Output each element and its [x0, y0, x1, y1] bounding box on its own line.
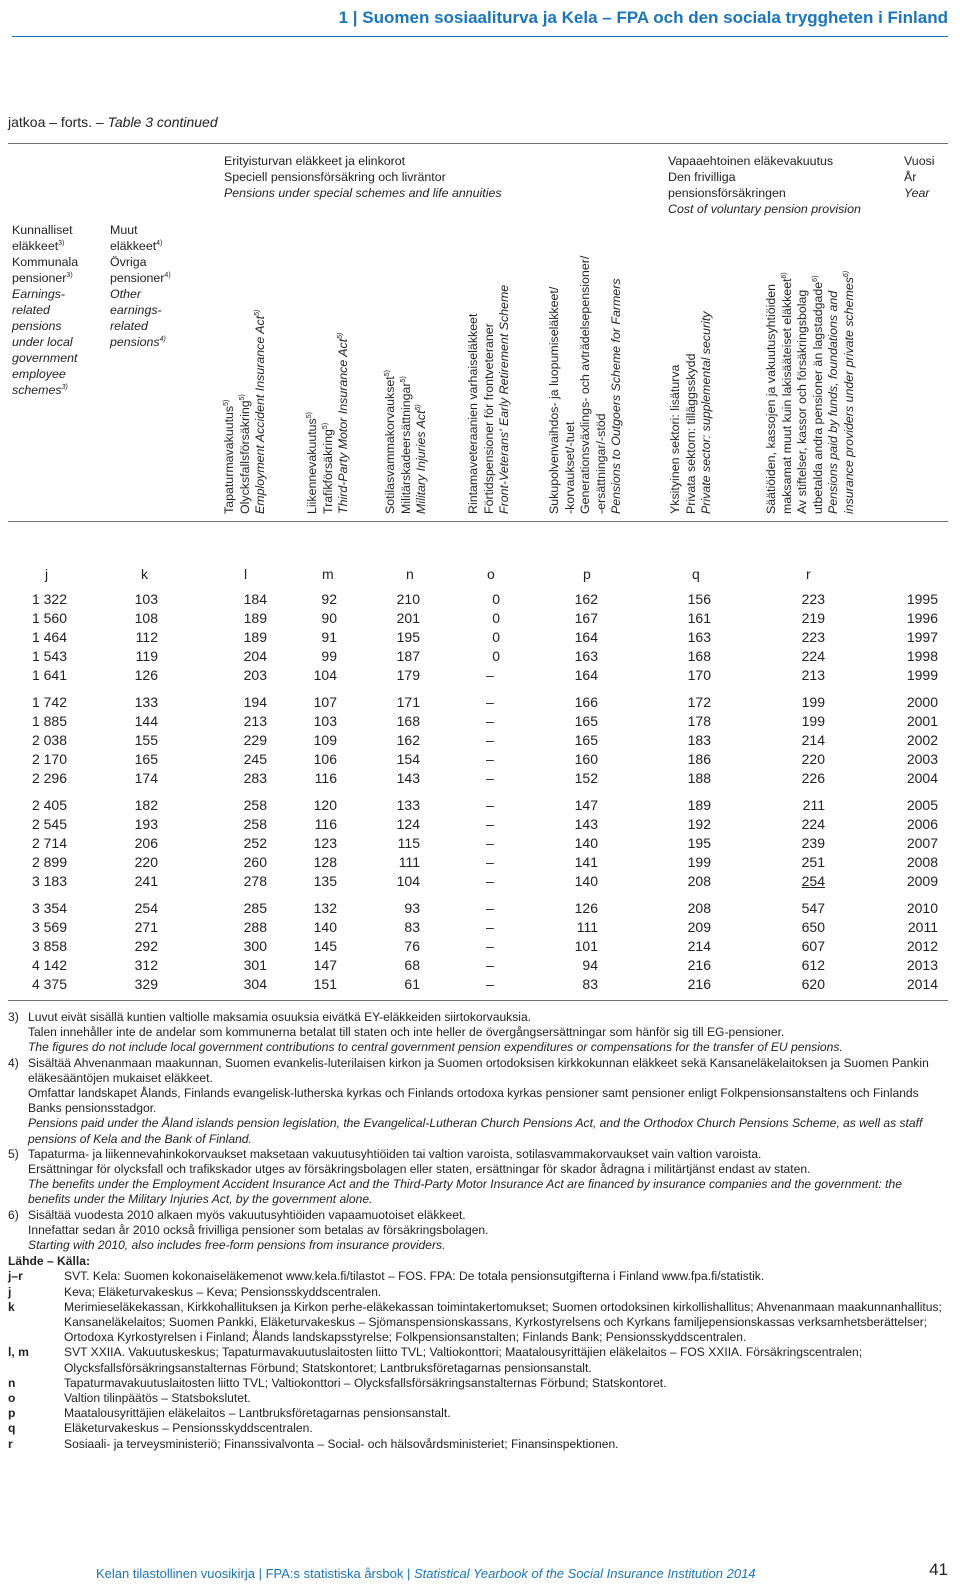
table-cell: 93: [404, 900, 420, 916]
table-cell: 135: [313, 873, 337, 889]
table-cell: –: [486, 732, 494, 748]
footnote: [8, 1208, 946, 1254]
year-cell: 2000: [906, 694, 938, 710]
table-cell: 214: [801, 732, 825, 748]
table-cell: 226: [801, 770, 825, 786]
table-cell: 128: [313, 854, 337, 870]
table-cell: –: [486, 976, 494, 992]
year-cell: 2011: [907, 919, 938, 935]
table-cell: 304: [243, 976, 267, 992]
footnote-text: Tapaturma- ja liikennevahinkokorvaukset maksetaan vakuutusyhtiöiden tai valtion varoista, sotilasvammakorvaukset vain valtion varoista.: [28, 1146, 762, 1161]
table-cell: 123: [313, 835, 337, 851]
table-cell: 179: [396, 667, 420, 683]
table-cell: 2 038: [31, 732, 67, 748]
table-cell: 168: [687, 648, 711, 664]
table-cell: 189: [243, 610, 267, 626]
table-cell: 2 170: [31, 751, 67, 767]
footnote-text: The figures do not include local government contributions to central government pension expenditures or compensations for the transfer of EU pensions.: [28, 1040, 843, 1055]
table-cell: 116: [314, 770, 337, 786]
column-header-l: Tapaturmavakuutus$^{5)}$ Olycksfallsförsäkring$^{5)}$ Employment Accident Insurance Act$^{5)}$: [222, 309, 267, 514]
table-cell: 0: [492, 629, 500, 645]
table-cell: 68: [404, 957, 420, 973]
table-cell: 160: [574, 751, 598, 767]
source-key: p: [8, 1406, 16, 1421]
table-cell: 3 858: [31, 938, 67, 954]
table-cell: 90: [321, 610, 337, 626]
table-cell: 132: [313, 900, 337, 916]
table-cell: 111: [398, 854, 420, 870]
table-cell: 220: [801, 751, 825, 767]
table-cell: 223: [801, 591, 825, 607]
footnote-mark: 4): [8, 1055, 19, 1070]
table-cell: 547: [801, 900, 825, 916]
source-text: Valtion tilinpäätös – Statsbokslutet.: [64, 1391, 251, 1406]
continued-fi-sv: jatkoa – forts. –: [8, 114, 104, 130]
column-header-q: Yksityinen sektori: lisäturva Privata sektorn: tilläggsskydd Private sector: supplemental security: [668, 311, 713, 514]
footnote-mark: 6): [8, 1207, 19, 1222]
table-cell: –: [486, 854, 494, 870]
table-cell: 301: [243, 957, 267, 973]
column-letter: q: [692, 566, 700, 582]
year-cell: 1997: [906, 629, 938, 645]
table-cell: 144: [134, 713, 158, 729]
table-cell: 195: [396, 629, 420, 645]
table-header-rule: [8, 521, 948, 522]
table-cell: 210: [396, 591, 420, 607]
table-cell: 195: [687, 835, 711, 851]
table-cell: 133: [134, 694, 158, 710]
table-cell: 104: [313, 667, 337, 683]
year-cell: 2008: [906, 854, 938, 870]
table-cell: 194: [243, 694, 267, 710]
column-header-m: Liikennevakuutus$^{5)}$ Trafikförsäkring$^{5)}$ Third-Party Motor Insurance Act$^{5)}$: [305, 332, 350, 514]
footnote: [8, 1147, 946, 1208]
footnote-mark: 5): [8, 1146, 19, 1161]
footnote-text: Talen innehåller inte de andelar som kommunerna betalat till staten och inte heller de övergångsersättningar som hänför sig till EG-pensioner.: [28, 1025, 785, 1040]
table-cell: 209: [687, 919, 711, 935]
year-cell: 2010: [906, 900, 938, 916]
table-cell: 124: [396, 816, 420, 832]
table-cell: 143: [396, 770, 420, 786]
column-letter: l: [244, 566, 248, 582]
table-cell: 112: [135, 629, 158, 645]
table-cell: 183: [687, 732, 711, 748]
table-cell: –: [486, 797, 494, 813]
table-cell: 223: [801, 629, 825, 645]
table-top-rule: [8, 143, 948, 144]
table-cell: 171: [396, 694, 420, 710]
table-cell: 155: [134, 732, 158, 748]
column-letter: k: [141, 566, 148, 582]
column-header-j: Kunnalliset eläkkeet$^{3)}$ Kommunala pensioner$^{3)}$ Earnings- related pensions under local government employee schemes$^{3)}$: [12, 223, 79, 397]
source-entry: [8, 1376, 946, 1391]
table-cell: 161: [687, 610, 711, 626]
table-cell: 141: [574, 854, 598, 870]
table-cell: 156: [687, 591, 711, 607]
table-cell: 165: [574, 732, 598, 748]
table-cell: 258: [243, 797, 267, 813]
table-cell: 271: [134, 919, 158, 935]
column-header-o: Rintamaveteraanien varhaiseläkkeet Förtidspensioner för frontveteraner Front-Veterans' Early Retirement Scheme: [466, 284, 511, 514]
table-cell: 203: [243, 667, 267, 683]
table-cell: 174: [134, 770, 158, 786]
table-cell: 252: [243, 835, 267, 851]
table-cell: 229: [243, 732, 267, 748]
source-text: Tapaturmavakuutuslaitosten liitto TVL; Valtiokonttori – Olycksfallsförsäkringsanstalternas Förbund; Statskontoret.: [64, 1375, 667, 1390]
table-cell: 166: [574, 694, 598, 710]
table-cell: 208: [687, 900, 711, 916]
table-cell: –: [486, 751, 494, 767]
table-cell: 278: [243, 873, 267, 889]
table-cell: 211: [802, 797, 825, 813]
source-key: l, m: [8, 1345, 29, 1360]
table-cell: 147: [574, 797, 598, 813]
notes-section: [8, 1010, 946, 1452]
table-cell: 208: [687, 873, 711, 889]
year-cell: 2005: [906, 797, 938, 813]
table-cell: 2 714: [31, 835, 67, 851]
table-cell: 106: [313, 751, 337, 767]
table-cell: 111: [576, 919, 598, 935]
table-cell: –: [486, 873, 494, 889]
footnote-text: Sisältää vuodesta 2010 alkaen myös vakuutusyhtiöiden vapaamuotoiset eläkkeet.: [28, 1207, 466, 1222]
source-entry: [8, 1285, 946, 1300]
table-cell: 193: [134, 816, 158, 832]
source-key: j: [8, 1284, 12, 1299]
table-cell: 145: [313, 938, 337, 954]
table-cell: 214: [687, 938, 711, 954]
footnote-text: Luvut eivät sisällä kuntien valtiolle maksamia osuuksia eivätkä EY-eläkkeiden siirtokorvauksia.: [28, 1010, 532, 1024]
header-rule: [12, 36, 948, 37]
table-cell: 101: [574, 938, 598, 954]
table-cell: 172: [687, 694, 711, 710]
table-cell: 178: [687, 713, 711, 729]
table-cell: 213: [801, 667, 825, 683]
table-cell: 152: [574, 770, 598, 786]
table-cell: 168: [396, 713, 420, 729]
year-header: Vuosi År Year: [904, 154, 935, 200]
source-key: k: [8, 1299, 15, 1314]
source-text: Eläketurvakeskus – Pensionsskyddscentralen.: [64, 1421, 313, 1436]
table-cell: 650: [801, 919, 825, 935]
table-cell: 120: [313, 797, 337, 813]
table-cell: 1 885: [31, 713, 67, 729]
source-text: SVT. Kela: Suomen kokonaiseläkemenot www.kela.fi/tilastot – FOS. FPA: De totala pensionsutgifterna i Finland www.fpa.fi/statistik.: [64, 1269, 765, 1284]
table-cell: 213: [243, 713, 267, 729]
table-cell: 1 322: [31, 591, 67, 607]
table-cell: –: [486, 938, 494, 954]
table-cell: 283: [243, 770, 267, 786]
table-cell: 140: [574, 873, 598, 889]
footnote-text: Sisältää Ahvenanmaan maakunnan, Suomen evankelis-luterilaisen kirkon ja Suomen ortodoksisen kirkkokunnan eläkkeet sekä Kansaneläkelaitoksen ja Suomen Pankin eläkesääntöjen mukaiset eläkkeet.: [28, 1055, 929, 1085]
chapter-header: 1 | Suomen sosiaaliturva ja Kela – FPA och den sociala tryggheten i Finland: [338, 8, 948, 27]
table-cell: 189: [687, 797, 711, 813]
table-cell: 3 354: [31, 900, 67, 916]
table-cell: 260: [243, 854, 267, 870]
table-cell: 163: [687, 629, 711, 645]
table-cell: 4 142: [31, 957, 67, 973]
year-cell: 2013: [906, 957, 938, 973]
footnote-text: Starting with 2010, also includes free-form pensions from insurance providers.: [28, 1238, 446, 1253]
table-cell: 133: [396, 797, 420, 813]
table-cell: 1 543: [31, 648, 67, 664]
footnote-text: Ersättningar för olycksfall och trafikskador utges av försäkringsbolagen eller staten, ersättningar för skador ådragna i militärtjänst endast av staten.: [28, 1162, 811, 1177]
table-cell: –: [486, 816, 494, 832]
table-cell: 188: [687, 770, 711, 786]
table-cell: –: [486, 694, 494, 710]
year-cell: 2012: [906, 938, 938, 954]
footnote-text: Innefattar sedan år 2010 också frivilliga pensioner som betalas av försäkringsbolagen.: [28, 1222, 489, 1237]
table-cell: –: [486, 713, 494, 729]
table-cell: 258: [243, 816, 267, 832]
table-cell: 162: [574, 591, 598, 607]
table-cell: 115: [397, 835, 420, 851]
table-cell: 103: [134, 591, 158, 607]
column-letter-row: [0, 566, 960, 586]
table-cell: 312: [134, 957, 158, 973]
source-key: o: [8, 1391, 16, 1406]
year-cell: 1998: [906, 648, 938, 664]
table-cell: 251: [801, 854, 825, 870]
table-cell: 219: [801, 610, 825, 626]
source-key: r: [8, 1436, 13, 1451]
source-entry: [8, 1421, 946, 1436]
footnote: [8, 1056, 946, 1147]
year-cell: 2002: [906, 732, 938, 748]
table-cell: 292: [134, 938, 158, 954]
source-key: n: [8, 1375, 16, 1390]
group-header-voluntary: Vapaaehtoinen eläkevakuutus Den frivilliga pensionsförsäkringen Cost of voluntary pension provision: [668, 154, 861, 216]
source-entry: [8, 1391, 946, 1406]
table-cell: 199: [801, 713, 825, 729]
table-cell: 94: [582, 957, 598, 973]
column-letter: n: [406, 566, 414, 582]
table-cell: 83: [404, 919, 420, 935]
table-cell: 285: [243, 900, 267, 916]
table-cell: 76: [404, 938, 420, 954]
footnote-text: Pensions paid under the Åland islands pension legislation, the Evangelical-Lutheran Church Pensions Act, and the Orthodox Church Pensions Scheme, as well as staff pensions of Kela and the Bank of Finland.: [28, 1116, 923, 1146]
table-cell: 204: [243, 648, 267, 664]
table-cell: 189: [243, 629, 267, 645]
table-cell: 300: [243, 938, 267, 954]
table-cell: 126: [134, 667, 158, 683]
table-cell: 116: [314, 816, 337, 832]
table-cell: 187: [396, 648, 420, 664]
table-cell: 147: [313, 957, 337, 973]
sources-title: Lähde – Källa:: [8, 1254, 90, 1269]
column-header-k: Muut eläkkeet$^{4)}$ Övriga pensioner$^{4)}$ Other earnings- related pensions$^{4)}$: [110, 223, 171, 349]
table-cell: 1 464: [31, 629, 67, 645]
table-cell: 206: [134, 835, 158, 851]
source-key: j–r: [8, 1269, 23, 1284]
table-cell: –: [486, 667, 494, 683]
table-cell: 182: [134, 797, 158, 813]
table-cell: 154: [396, 751, 420, 767]
year-cell: 2004: [906, 770, 938, 786]
table-cell: 184: [243, 591, 267, 607]
table-cell: 2 899: [31, 854, 67, 870]
table-cell: 162: [396, 732, 420, 748]
page-number: 41: [929, 1560, 948, 1579]
table-cell: 201: [396, 610, 420, 626]
source-entry: [8, 1269, 946, 1284]
table-cell: 164: [574, 629, 598, 645]
table-cell: 91: [321, 629, 337, 645]
table-cell: 2 296: [31, 770, 67, 786]
year-cell: 2014: [906, 976, 938, 992]
table-cell: 4 375: [31, 976, 67, 992]
footnote-text: Omfattar landskapet Ålands, Finlands evangelisk-lutherska kyrkas och Finlands ortodoxa kyrkas pensioner samt pensioner enligt Folkpensionsanstaltens och Finlands Banks pensionsstadgor.: [28, 1086, 919, 1116]
table-cell: 3 183: [31, 873, 67, 889]
table-cell: [802, 872, 825, 890]
table-cell: 165: [134, 751, 158, 767]
table-cell: –: [486, 900, 494, 916]
column-letter: j: [45, 566, 49, 582]
table-cell: 3 569: [31, 919, 67, 935]
table-cell: 164: [574, 667, 598, 683]
table-cell: 92: [321, 591, 337, 607]
table-cell: –: [486, 770, 494, 786]
table-cell: 126: [574, 900, 598, 916]
table-cell: 1 742: [31, 694, 67, 710]
table-cell: 241: [134, 873, 158, 889]
table-cell: 254: [134, 900, 158, 916]
continued-en: Table 3 continued: [107, 114, 218, 130]
table-cell: 167: [574, 610, 598, 626]
table-cell: 199: [801, 694, 825, 710]
year-cell: 2006: [906, 816, 938, 832]
footnote-text: The benefits under the Employment Accident Insurance Act and the Third-Party Motor Insurance Act are financed by insurance companies and the government: the benefits under the Military Injuries Act, by the government alone.: [28, 1177, 902, 1207]
year-cell: 1996: [906, 610, 938, 626]
table-cell: 151: [313, 976, 337, 992]
source-text: SVT XXIIA. Vakuutuskeskus; Tapaturmavakuutuslaitosten liitto TVL; Valtiokonttori; Maatalousyrittäjien eläkelaitos – FOS XXIIA. Försäkringscentralen; Olycksfallsförsäkringsanstalternas Förbund; Statskontoret; Lantbruksföretagarnas pensionsanstalt.: [64, 1345, 863, 1375]
source-entry: [8, 1437, 946, 1452]
table-cell: 1 560: [31, 610, 67, 626]
table-cell: 224: [801, 816, 825, 832]
table-cell: 216: [687, 976, 711, 992]
column-header-p: Sukupolvenvaihdos- ja luopumiseläkkeet/ -korvaukset/-tuet Generationsväxlings- och avträdelsepensioner/ -ersättningar/-stöd Pensions to Outgoers Scheme for Farmers: [547, 255, 623, 514]
table-cell: 104: [396, 873, 420, 889]
source-entry: [8, 1345, 946, 1375]
footnote-mark: 3): [8, 1010, 19, 1024]
table-cell: 0: [492, 610, 500, 626]
table-cell: 140: [574, 835, 598, 851]
table-cell: 109: [313, 732, 337, 748]
table-cell: 288: [243, 919, 267, 935]
table-bottom-rule: [8, 1000, 948, 1001]
table-cell: 165: [574, 713, 598, 729]
source-text: Merimieseläkekassan, Kirkkohallituksen ja Kirkon perhe-eläkekassan toimintakertomukset; Suomen ortodoksinen kirkollishallitus; Ahvenanmaan maakunnanhallitus; Kansaneläkelaitos; Suomen Pankki, Eläketurvakeskus – Sjömanspensionskassans, Kyrkostyrelsens och Kyrkans familjepensionskassas verksamhetsberättelser; Ortodoxa Kyrkostyrelsen i Finland; Ålands landskapsstyrelse; Folkpensionsanstalten; Finlands Bank; Pensionsskyddscentralen.: [64, 1299, 942, 1345]
table-cell: 1 641: [31, 667, 67, 683]
year-cell: 1995: [906, 591, 938, 607]
footnotes: [8, 1010, 946, 1253]
page-footer: Kelan tilastollinen vuosikirja | FPA:s statistiska årsbok | Statistical Yearbook of the Social Insurance Institution 2014: [96, 1566, 756, 1581]
column-letter: o: [487, 566, 495, 582]
table-cell: 170: [687, 667, 711, 683]
table-cell: 220: [134, 854, 158, 870]
table-cell: 163: [574, 648, 598, 664]
column-letter: r: [806, 566, 811, 582]
table-cell: 83: [582, 976, 598, 992]
table-cell: 216: [687, 957, 711, 973]
table-cell: 108: [134, 610, 158, 626]
table-cell: 61: [404, 976, 420, 992]
year-cell: 2001: [906, 713, 938, 729]
table-cell: 99: [321, 648, 337, 664]
year-cell: 2009: [906, 873, 938, 889]
table-cell: 107: [313, 694, 337, 710]
table-cell: –: [486, 957, 494, 973]
table-cell: 199: [687, 854, 711, 870]
column-letter: p: [583, 566, 591, 582]
footnote: [8, 1010, 946, 1056]
year-cell: 1999: [906, 667, 938, 683]
table-cell: 239: [801, 835, 825, 851]
sources-list: [8, 1269, 946, 1451]
source-entry: [8, 1300, 946, 1346]
source-text: Maatalousyrittäjien eläkelaitos – Lantbruksföretagarnas pensionsanstalt.: [64, 1406, 451, 1421]
source-text: Sosiaali- ja terveysministeriö; Finanssivalvonta – Social- och hälsovårdsministeriet; Finansinspektionen.: [64, 1436, 619, 1451]
table-cell: 2 545: [31, 816, 67, 832]
table-cell: –: [486, 835, 494, 851]
table-cell: 119: [135, 648, 158, 664]
table-cell: 612: [801, 957, 825, 973]
table-cell: 607: [801, 938, 825, 954]
table-cell: 2 405: [31, 797, 67, 813]
table-cell: 224: [801, 648, 825, 664]
table-cell: 0: [492, 591, 500, 607]
source-text: Keva; Eläketurvakeskus – Keva; Pensionsskyddscentralen.: [64, 1284, 382, 1299]
year-cell: 2003: [906, 751, 938, 767]
table-cell: –: [486, 919, 494, 935]
table-cell: 140: [313, 919, 337, 935]
group-header-special-schemes: Erityisturvan eläkkeet ja elinkorot Speciell pensionsförsäkring och livräntor Pensions under special schemes and life annuities: [224, 154, 502, 200]
table-cell: 103: [313, 713, 337, 729]
table-cell: 329: [134, 976, 158, 992]
column-letter: m: [322, 566, 334, 582]
table-continued-label: [8, 114, 218, 130]
table-cell: 0: [492, 648, 500, 664]
source-entry: [8, 1406, 946, 1421]
table-cell: 192: [687, 816, 711, 832]
column-header-n: Sotilasvammakorvaukset$^{5)}$ Militärskadeersättningar$^{5)}$ Military Injuries Act$^{5)}$: [383, 370, 428, 514]
source-key: q: [8, 1421, 16, 1436]
underlined-value: 254: [801, 873, 825, 889]
table-cell: 245: [243, 751, 267, 767]
table-cell: 186: [687, 751, 711, 767]
table-cell: 620: [801, 976, 825, 992]
year-cell: 2007: [906, 835, 938, 851]
table-cell: 143: [574, 816, 598, 832]
column-header-r: Säätiöiden, kassojen ja vakuutusyhtiöiden maksamat muut kuin lakisääteiset eläkkeet$^{6)}$ Av stiftelser, kassor och försäkringsbolag utbetalda andra pensioner än lagstadgade$^{6)}$ Pensions paid by funds, foundations and insurance providers under private schemes$^{6)}$: [764, 270, 856, 514]
